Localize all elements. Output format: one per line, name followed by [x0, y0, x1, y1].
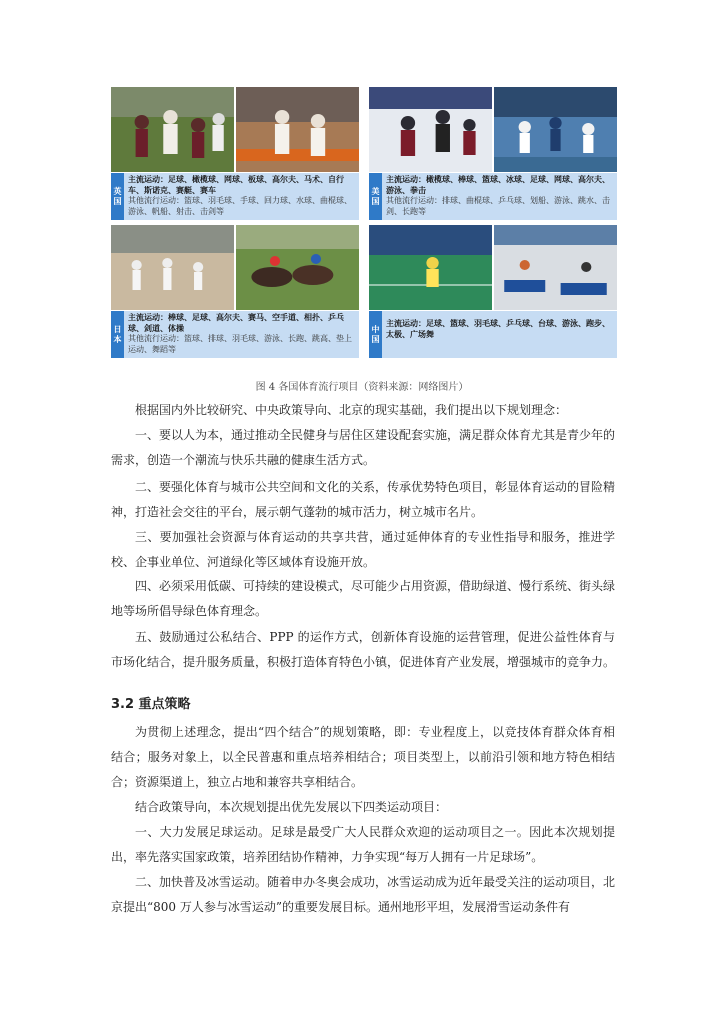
cricket-photo — [236, 87, 359, 172]
hockey-photo — [369, 87, 492, 172]
other-sports: 其他流行运动：排球、曲棍球、乒乓球、划船、游泳、跳水、击剑、长跑等 — [386, 196, 610, 216]
caption-japan — [111, 311, 359, 358]
panel-china — [369, 225, 617, 358]
paragraph: 四、必须采用低碳、可持续的建设模式，尽可能少占用资源，借助绿道、慢行系统、街头绿地等场所倡导绿色体育理念。 — [111, 579, 616, 618]
caption-usa — [369, 173, 617, 220]
paragraph: 为贯彻上述理念，提出“四个结合”的规划策略，即：专业程度上，以竞技体育群众体育相结合；服务对象上，以全民普惠和重点培养相结合；项目类型上，以前沿引领和地方特色相结合；资源渠道上，独立占地和兼容共享相结合。 — [111, 725, 615, 789]
panel-usa — [369, 87, 617, 220]
country-tag: 日本 — [111, 311, 124, 358]
basketball-photo — [494, 87, 617, 172]
paragraph: 三、要加强社会资源与体育运动的共享共营，通过延伸体育的专业性指导和服务，推进学校、企事业单位、河道绿化等区域体育设施开放。 — [111, 530, 615, 569]
sports-figure — [111, 87, 616, 355]
horse-racing-photo — [236, 225, 359, 310]
main-sports: 主流运动：足球、篮球、羽毛球、乒乓球、台球、游泳、跑步、太极、广场舞 — [386, 319, 610, 339]
panel-uk — [111, 87, 359, 220]
main-sports: 主流运动：足球、橄榄球、网球、板球、高尔夫、马术、自行车、斯诺克、赛艇、赛车 — [128, 175, 344, 195]
section-heading: 3.2 重点策略 — [111, 697, 191, 712]
other-sports: 其他流行运动：篮球、排球、羽毛球、游泳、长跑、跳高、垫上运动、舞蹈等 — [128, 334, 352, 354]
baseball-photo — [111, 225, 234, 310]
photo-strip — [369, 87, 617, 172]
photo-strip — [369, 225, 617, 310]
table-tennis-photo — [494, 225, 617, 310]
rugby-photo — [111, 87, 234, 172]
paragraph: 五、鼓励通过公私结合、PPP 的运作方式，创新体育设施的运营管理，促进公益性体育与市场化结合，提升服务质量，积极打造体育特色小镇，促进体育产业发展，增强城市的竞争力。 — [111, 630, 616, 669]
other-sports: 其他流行运动：篮球、羽毛球、手球、回力球、水球、曲棍球、游泳、帆船、射击、击剑等 — [128, 196, 352, 216]
country-tag: 中国 — [369, 311, 382, 358]
main-sports: 主流运动：棒球、足球、高尔夫、赛马、空手道、相扑、乒乓球、剑道、体操 — [128, 313, 344, 333]
country-tag: 美国 — [369, 173, 382, 220]
badminton-photo — [369, 225, 492, 310]
paragraph: 一、大力发展足球运动。足球是最受广大人民群众欢迎的运动项目之一。因此本次规划提出，率先落实国家政策，培养团结协作精神，力争实现“每万人拥有一片足球场”。 — [111, 825, 615, 864]
paragraph: 一、要以人为本，通过推动全民健身与居住区建设配套实施，满足群众体育尤其是青少年的需求，创造一个潮流与快乐共融的健康生活方式。 — [111, 428, 616, 467]
paragraph: 二、加快普及冰雪运动。随着申办冬奥会成功，冰雪运动成为近年最受关注的运动项目，北京提出“800 万人参与冰雪运动”的重要发展目标。通州地形平坦，发展滑雪运动条件有 — [111, 875, 616, 914]
country-tag: 英国 — [111, 173, 124, 220]
caption-china — [369, 311, 617, 358]
panel-japan — [111, 225, 359, 358]
figure-caption: 图 4 各国体育流行项目（资料来源：网络图片） — [255, 382, 469, 393]
paragraph: 结合政策导向，本次规划提出优先发展以下四类运动项目： — [135, 800, 448, 814]
photo-strip — [111, 225, 359, 310]
caption-uk — [111, 173, 359, 220]
paragraph: 二、要强化体育与城市公共空间和文化的关系，传承优势特色项目，彰显体育运动的冒险精神，打造社会交往的平台，展示朝气蓬勃的城市活力，树立城市名片。 — [111, 480, 616, 519]
photo-strip — [111, 87, 359, 172]
main-sports: 主流运动：橄榄球、棒球、篮球、冰球、足球、网球、高尔夫、游泳、拳击 — [386, 175, 610, 195]
paragraph: 根据国内外比较研究、中央政策导向、北京的现实基础，我们提出以下规划理念： — [135, 403, 568, 417]
